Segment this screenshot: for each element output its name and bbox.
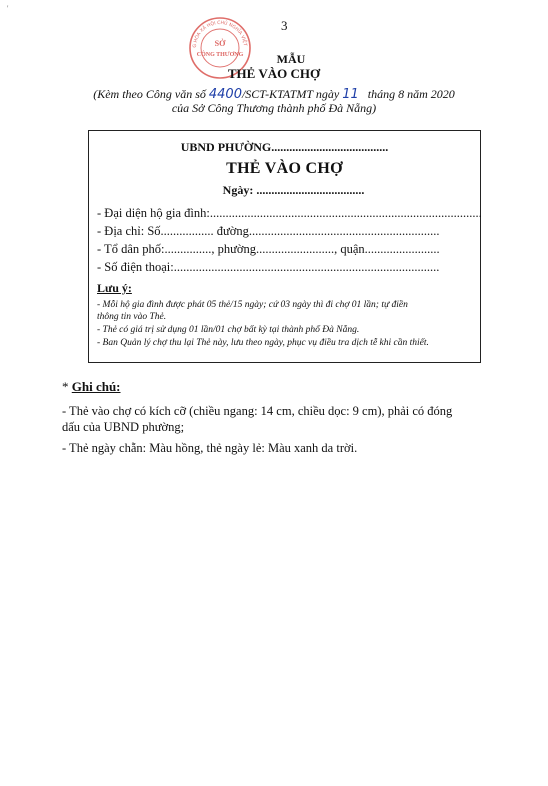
ref-number: 4400 — [208, 87, 242, 102]
note-line: - Ban Quản lý chợ thu lại Thẻ này, lưu theo ngày, phục vụ điều tra dịch tễ khi cần thiết. — [97, 338, 429, 348]
note-line: thông tin vào Thẻ. — [97, 312, 167, 322]
reference-line — [0, 87, 548, 102]
note-line: - Thẻ có giá trị sử dụng 01 lần/01 chợ bất kỳ tại thành phố Đà Nẵng. — [97, 325, 360, 335]
ref-suffix: tháng 8 năm 2020 — [367, 87, 455, 101]
svg-text:CỘNG HÒA XÃ HỘI CHỦ NGHĨA VIỆT: G HÒA XÃ HỘI CHỦ NGHĨA VIỆT — [192, 20, 247, 48]
card-admin-line: UBND PHƯỜNG....................................... — [180, 140, 389, 154]
svg-text:SỞ: SỞ — [214, 39, 226, 48]
ref-prefix: (Kèm theo Công văn số — [93, 87, 206, 101]
card-title: THẺ VÀO CHỢ — [226, 160, 343, 177]
notes-heading — [62, 379, 121, 395]
field-address: - Địa chỉ: Số................. đường............................................................. — [97, 224, 440, 238]
notes-line: - Thẻ ngày chẵn: Màu hồng, thẻ ngày lẻ: Màu xanh da trời. — [62, 441, 358, 455]
corner-mark: ' — [7, 4, 9, 13]
ref-day: 11 — [342, 87, 359, 102]
notes-title: Ghi chú: — [71, 379, 121, 394]
field-representative: - Đại diện hộ gia đình:....................................................................................... — [97, 206, 482, 220]
svg-text:CÔNG THƯƠNG: CÔNG THƯƠNG — [196, 52, 244, 58]
page-number: 3 — [281, 18, 288, 33]
notes-line: dấu của UBND phường; — [62, 420, 185, 434]
note-line: - Mỗi hộ gia đình được phát 05 thẻ/15 ngày; cứ 03 ngày thì đi chợ 01 lần; tự điền — [97, 300, 408, 310]
market-card — [88, 130, 481, 363]
notes-line: - Thẻ vào chợ có kích cỡ (chiều ngang: 14 cm, chiều dọc: 9 cm), phải có đóng — [62, 404, 453, 418]
notes-prefix: * — [62, 379, 69, 394]
field-phone: - Số điện thoại:..................................................................................... — [97, 260, 440, 274]
document-title: THẺ VÀO CHỢ — [227, 66, 321, 81]
field-neighborhood: - Tổ dân phố:..............., phường........................., quận........................ — [97, 242, 440, 256]
note-title: Lưu ý: — [97, 281, 132, 295]
ref-middle: /SCT-KTATMT ngày — [241, 87, 340, 101]
reference-line-2: của Sở Công Thương thành phố Đà Nẵng) — [171, 101, 377, 115]
card-date: Ngày: .................................... — [222, 183, 365, 197]
form-label: MẪU — [276, 52, 306, 66]
